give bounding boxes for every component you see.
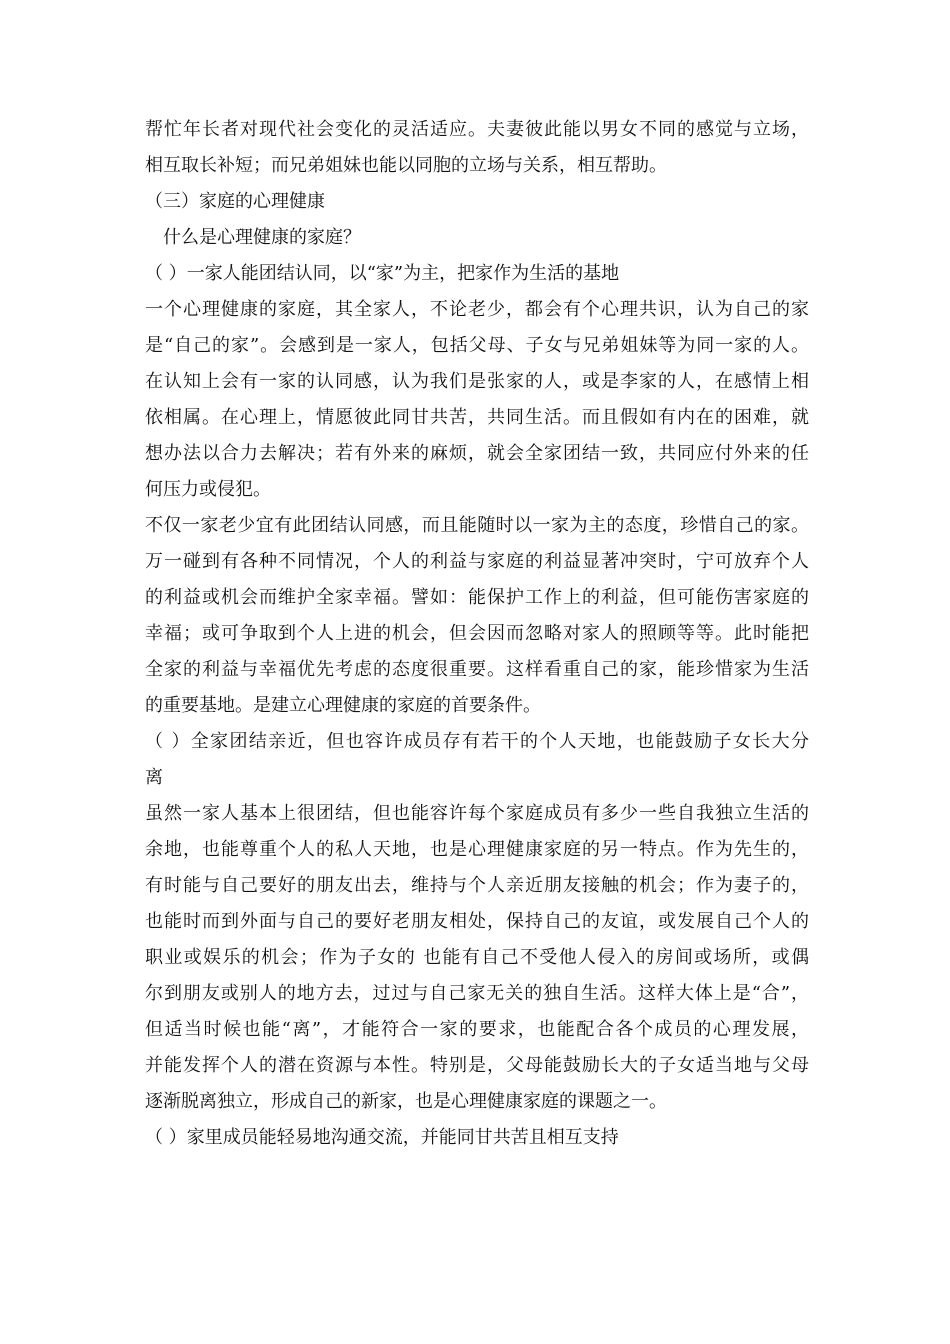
question-heading: 什么是心理健康的家庭？: [163, 227, 361, 248]
paragraph-line: 在认知上会有一家的认同感，认为我们是张家的人，或是李家的人，在感情上相: [145, 371, 809, 392]
subheading: （ ）一家人能团结认同，以“家”为主，把家作为生活的基地: [145, 263, 620, 284]
paragraph-line: 相互取长补短；而兄弟姐妹也能以同胞的立场与关系，相互帮助。: [145, 155, 667, 176]
paragraph-line: 的利益或机会而维护全家幸福。譬如：能保护工作上的利益，但可能伤害家庭的: [145, 587, 809, 608]
paragraph-line: 全家的利益与幸福优先考虑的态度很重要。这样看重自己的家，能珍惜家为生活: [145, 659, 809, 680]
paragraph-line: 职业或娱乐的机会；作为子女的 也能有自己不受他人侵入的房间或场所，或偶: [145, 947, 809, 968]
paragraph-line: 帮忙年长者对现代社会变化的灵活适应。夫妻彼此能以男女不同的感觉与立场，: [145, 119, 809, 140]
subheading: 离: [145, 767, 163, 788]
paragraph-line: 幸福；或可争取到个人上进的机会，但会因而忽略对家人的照顾等等。此时能把: [145, 623, 809, 644]
paragraph-line: 有时能与自己要好的朋友出去，维持与个人亲近朋友接触的机会；作为妻子的，: [145, 875, 809, 896]
paragraph-line: 虽然一家人基本上很团结，但也能容许每个家庭成员有多少一些自我独立生活的: [145, 803, 809, 824]
subheading: （ ）全家团结亲近，但也容许成员存有若干的个人天地，也能鼓励子女长大分: [145, 731, 809, 752]
paragraph-line: 尔到朋友或别人的地方去，过过与自己家无关的独自生活。这样大体上是“合”，: [145, 983, 809, 1004]
section-heading: （三）家庭的心理健康: [145, 191, 325, 212]
paragraph-line: 余地，也能尊重个人的私人天地，也是心理健康家庭的另一特点。作为先生的，: [145, 839, 809, 860]
paragraph-line: 依相属。在心理上，情愿彼此同甘共苦，共同生活。而且假如有内在的困难，就: [145, 407, 809, 428]
paragraph-line: 是“自己的家”。会感到是一家人，包括父母、子女与兄弟姐妹等为同一家的人。: [145, 335, 809, 356]
paragraph-line: 不仅一家老少宜有此团结认同感，而且能随时以一家为主的态度，珍惜自己的家。: [145, 515, 809, 536]
paragraph-line: 但适当时候也能“离”，才能符合一家的要求，也能配合各个成员的心理发展，: [145, 1019, 809, 1040]
subheading: （ ）家里成员能轻易地沟通交流，并能同甘共苦且相互支持: [145, 1127, 619, 1148]
paragraph-line: 也能时而到外面与自己的要好老朋友相处，保持自己的友谊，或发展自己个人的: [145, 911, 809, 932]
paragraph-line: 逐渐脱离独立，形成自己的新家，也是心理健康家庭的课题之一。: [145, 1091, 667, 1112]
document-page: [145, 112, 809, 1156]
paragraph-line: 的重要基地。是建立心理健康的家庭的首要条件。: [145, 695, 541, 716]
paragraph-line: 何压力或侵犯。: [145, 479, 271, 500]
paragraph-line: 一个心理健康的家庭，其全家人，不论老少，都会有个心理共识，认为自己的家: [145, 299, 809, 320]
paragraph-line: 万一碰到有各种不同情况，个人的利益与家庭的利益显著冲突时，宁可放弃个人: [145, 551, 809, 572]
paragraph-line: 想办法以合力去解决；若有外来的麻烦，就会全家团结一致，共同应付外来的任: [145, 443, 809, 464]
paragraph-line: 并能发挥个人的潜在资源与本性。特别是，父母能鼓励长大的子女适当地与父母: [145, 1055, 809, 1076]
